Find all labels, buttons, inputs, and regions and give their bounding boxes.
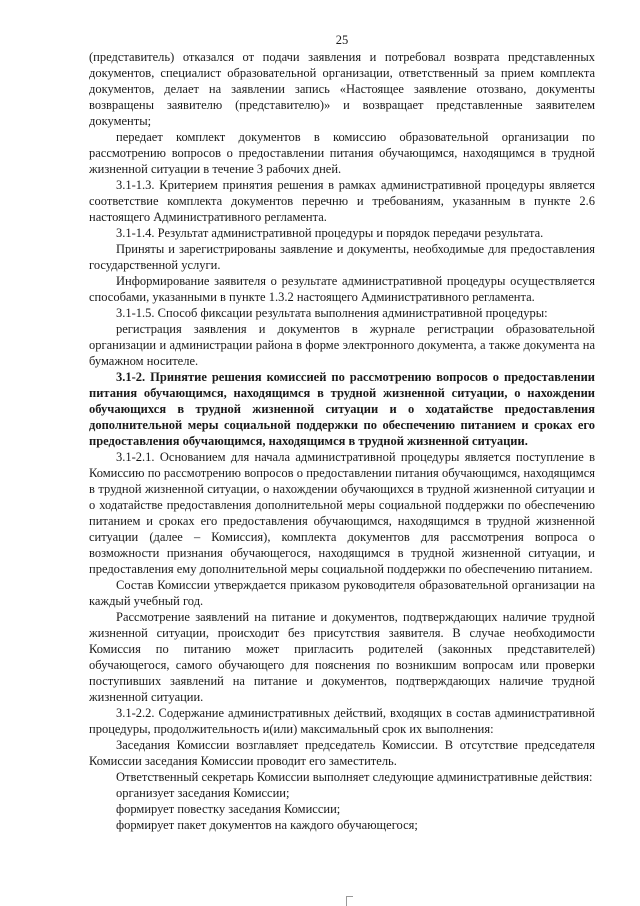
paragraph-decision-criterion: 3.1-1.3. Критерием принятия решения в рамках административной процедуры является соответствие комплекта документов перечню и требованиям, указанным в пункте 2.6 настоящего Административного регламента. (89, 178, 595, 224)
document-page (89, 32, 595, 833)
paragraph-commission-chair: Заседания Комиссии возглавляет председатель Комиссии. В отсутствие председателя Комиссии заседания Комиссии проводит его заместитель. (89, 738, 595, 768)
paragraph-secretary-duties: Ответственный секретарь Комиссии выполняет следующие административные действия: (116, 770, 593, 784)
paragraph-fixation-method: 3.1-1.5. Способ фиксации результата выполнения административной процедуры: (116, 306, 548, 320)
paragraph-procedure-result: 3.1-1.4. Результат административной процедуры и порядок передачи результата. (116, 226, 544, 240)
paragraph-informing-applicant: Информирование заявителя о результате административной процедуры осуществляется способами, указанными в пункте 1.3.2 настоящего Административного регламента. (89, 274, 595, 304)
list-item-organize-meetings: организует заседания Комиссии; (116, 786, 290, 800)
paragraph-transfer-to-commission: передает комплект документов в комиссию образовательной организации по рассмотрению вопросов о предоставлении питания обучающимся, находящимся в трудной жизненной ситуации в течение 3 рабочих дней. (89, 130, 595, 176)
paragraph-actions-content: 3.1-2.2. Содержание административных действий, входящих в состав административной процедуры, продолжительность и(или) максимальный срок их выполнения: (89, 706, 595, 736)
paragraph-registration-journal: регистрация заявления и документов в журнале регистрации образовательной организации и администрации района в форме электронного документа, а также документа на бумажном носителе. (89, 322, 595, 368)
list-item-form-agenda: формирует повестку заседания Комиссии; (116, 802, 341, 816)
paragraph-commission-composition: Состав Комиссии утверждается приказом руководителя образовательной организации на каждый учебный год. (89, 578, 595, 608)
list-item-form-document-package: формирует пакет документов на каждого обучающегося; (116, 818, 418, 832)
section-heading-commission-decision: 3.1-2. Принятие решения комиссией по рассмотрению вопросов о предоставлении питания обучающимся, находящимся в трудной жизненной ситуации, о нахождении обучающихся в трудной жизненной ситуации и о ходатайстве предоставления дополнительной меры социальной поддержки по обеспечению питанием и сроках его предоставления обучающимся, находящимся в трудной жизненной ситуации. (89, 370, 595, 448)
paragraph-application-review: Рассмотрение заявлений на питание и документов, подтверждающих наличие трудной жизненной ситуации, происходит без присутствия заявителя. В случае необходимости Комиссия по питанию может пригласить родителей (законных представителей) обучающегося, самого обучающего для пояснения по возникшим вопросам или проверки поступивших заявлений на питание и документов, подтверждающих наличие трудной жизненной ситуации. (89, 610, 595, 704)
page-number: 25 (335, 33, 349, 47)
paragraph-registered-documents: Приняты и зарегистрированы заявление и документы, необходимые для предоставления государственной услуги. (89, 242, 595, 272)
paragraph-document-return: (представитель) отказался от подачи заявления и потребовал возврата представленных документов, специалист образовательной организации, ответственный за прием комплекта документов, делает на заявлении запись «Настоящее заявление отозвано, документы возвращены заявителю (представителю)» и возвращает представленные заявителем документы; (89, 50, 595, 128)
paragraph-procedure-basis: 3.1-2.1. Основанием для начала административной процедуры является поступление в Комиссию по рассмотрению вопросов о предоставлении питания обучающимся, находящимся в трудной жизненной ситуации, о нахождении обучающихся в трудной жизненной ситуации и о ходатайстве предоставления дополнительной меры социальной поддержки по обеспечению питанием и сроках его предоставления обучающимся, находящимся в трудной жизненной ситуации (далее – Комиссия), комплекта документов для рассмотрения вопроса о возможности признания обучающегося, находящимся в трудной жизненной ситуации, и предоставления ему дополнительной меры социальной поддержки по обеспечению питанием. (89, 450, 595, 576)
